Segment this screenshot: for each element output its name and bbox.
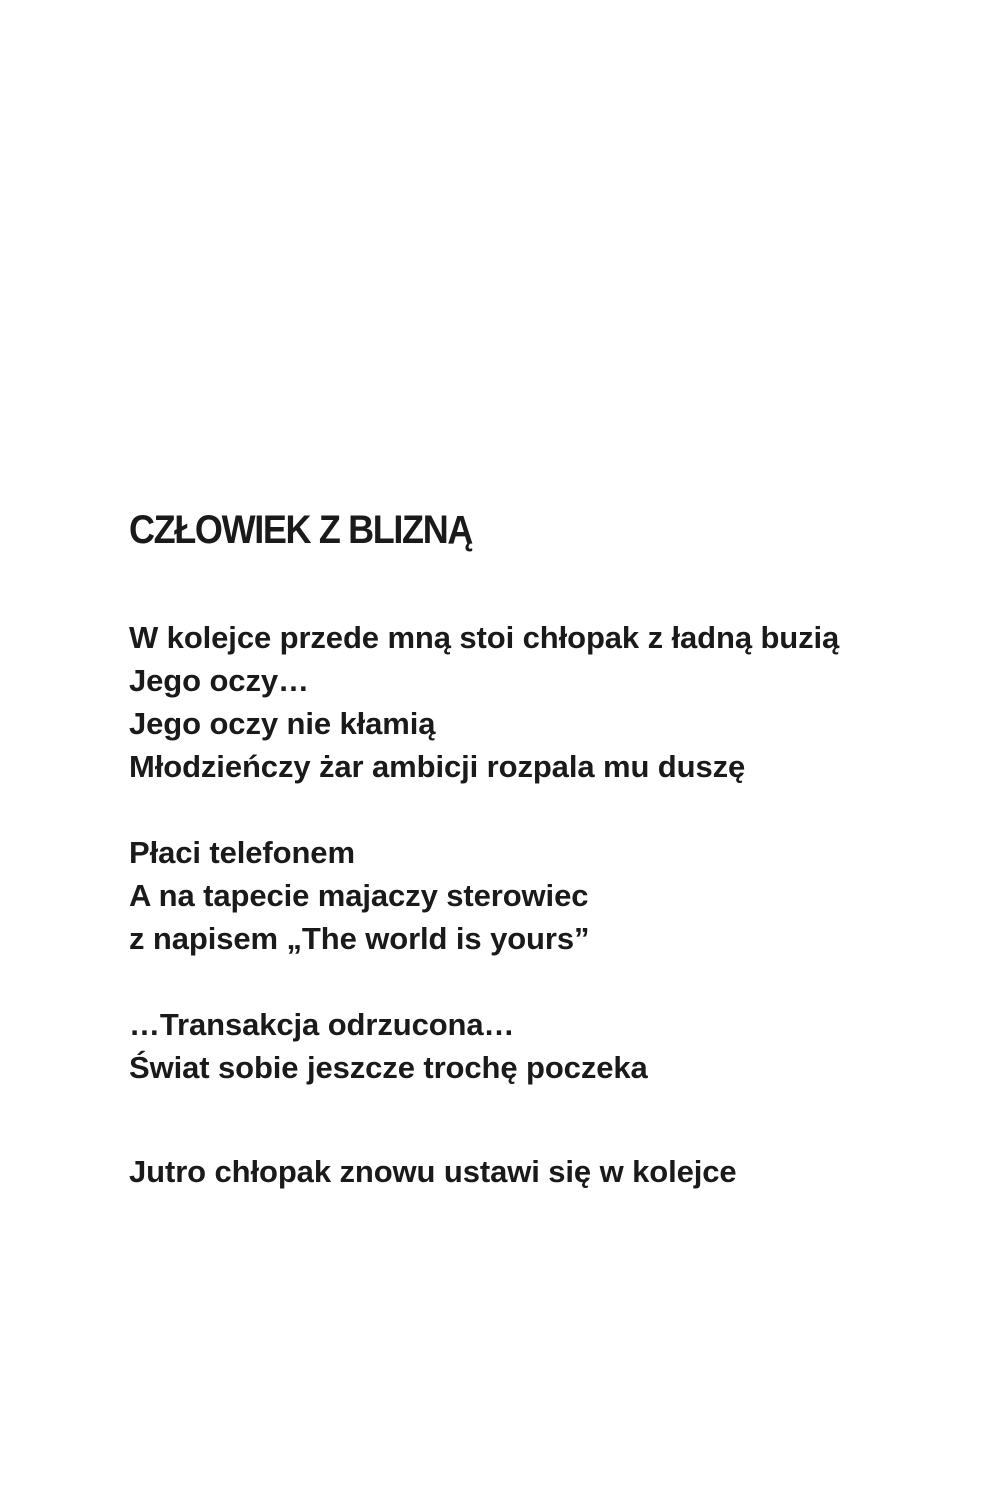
poem-line: …Transakcja odrzucona… [129, 1007, 515, 1042]
poem-title: CZŁOWIEK Z BLIZNĄ [129, 508, 472, 552]
stanza [129, 831, 589, 960]
poem-line: Płaci telefonem [129, 835, 355, 870]
poem-line: A na tapecie majaczy sterowiec [129, 878, 589, 913]
poem-line: W kolejce przede mną stoi chłopak z ładną buzią [129, 620, 840, 655]
stanza [129, 1003, 648, 1089]
poem-line: Jutro chłopak znowu ustawi się w kolejce [129, 1154, 737, 1189]
poem-line: Młodzieńczy żar ambicji rozpala mu duszę [129, 749, 746, 784]
stanza [129, 1150, 737, 1193]
poem-line: Jego oczy… [129, 663, 309, 698]
poem-line: Świat sobie jeszcze trochę poczeka [129, 1050, 648, 1085]
poem-line: Jego oczy nie kłamią [129, 706, 436, 741]
poem-page [129, 0, 989, 1509]
poem-line: z napisem „The world is yours” [129, 921, 590, 956]
stanza [129, 616, 839, 788]
